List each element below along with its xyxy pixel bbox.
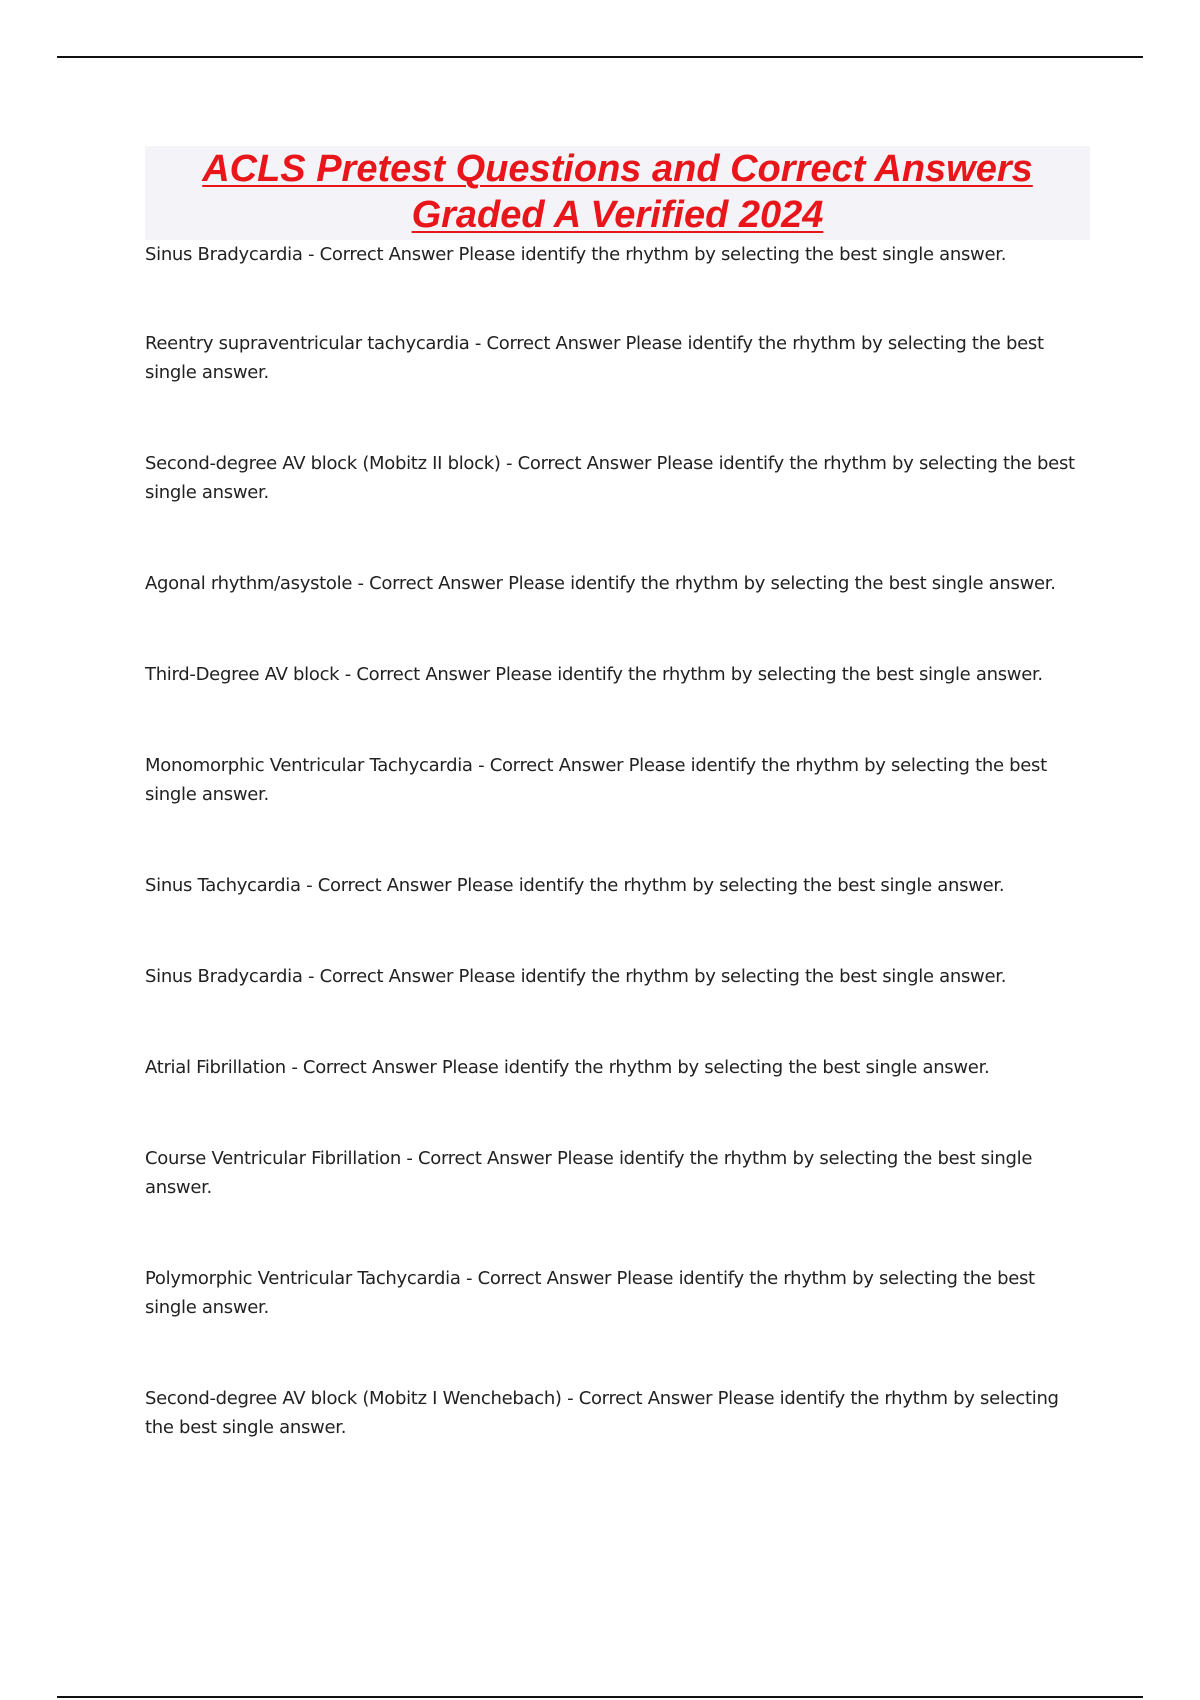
qa-item: Agonal rhythm/asystole - Correct Answer Please identify the rhythm by selecting the best single answer. (145, 573, 1056, 594)
qa-item: Third-Degree AV block - Correct Answer Please identify the rhythm by selecting the best single answer. (145, 664, 1043, 685)
bottom-rule (57, 1696, 1143, 1698)
qa-item: Sinus Bradycardia - Correct Answer Please identify the rhythm by selecting the best single answer. (145, 244, 1007, 265)
qa-item: Monomorphic Ventricular Tachycardia - Correct Answer Please identify the rhythm by selecting the best single answer. (145, 755, 1047, 805)
qa-item: Second-degree AV block (Mobitz II block) - Correct Answer Please identify the rhythm by selecting the best single answer. (145, 453, 1075, 503)
qa-item: Reentry supraventricular tachycardia - Correct Answer Please identify the rhythm by selecting the best single answer. (145, 333, 1044, 383)
qa-item: Polymorphic Ventricular Tachycardia - Correct Answer Please identify the rhythm by selecting the best single answer. (145, 1268, 1035, 1318)
document-title (145, 146, 1090, 240)
qa-item: Sinus Tachycardia - Correct Answer Please identify the rhythm by selecting the best single answer. (145, 875, 1005, 896)
qa-item: Course Ventricular Fibrillation - Correct Answer Please identify the rhythm by selecting the best single answer. (145, 1148, 1033, 1198)
qa-item: Sinus Bradycardia - Correct Answer Please identify the rhythm by selecting the best single answer. (145, 966, 1007, 987)
document-body (145, 146, 1090, 1442)
qa-item: Atrial Fibrillation - Correct Answer Please identify the rhythm by selecting the best single answer. (145, 1057, 990, 1078)
title-line-2: Graded A Verified 2024 (411, 194, 824, 236)
qa-item: Second-degree AV block (Mobitz I Wenchebach) - Correct Answer Please identify the rhythm by selecting the best single answer. (145, 1388, 1059, 1438)
qa-list (145, 240, 1090, 1442)
title-line-1: ACLS Pretest Questions and Correct Answers (202, 148, 1033, 190)
top-rule (57, 56, 1143, 58)
